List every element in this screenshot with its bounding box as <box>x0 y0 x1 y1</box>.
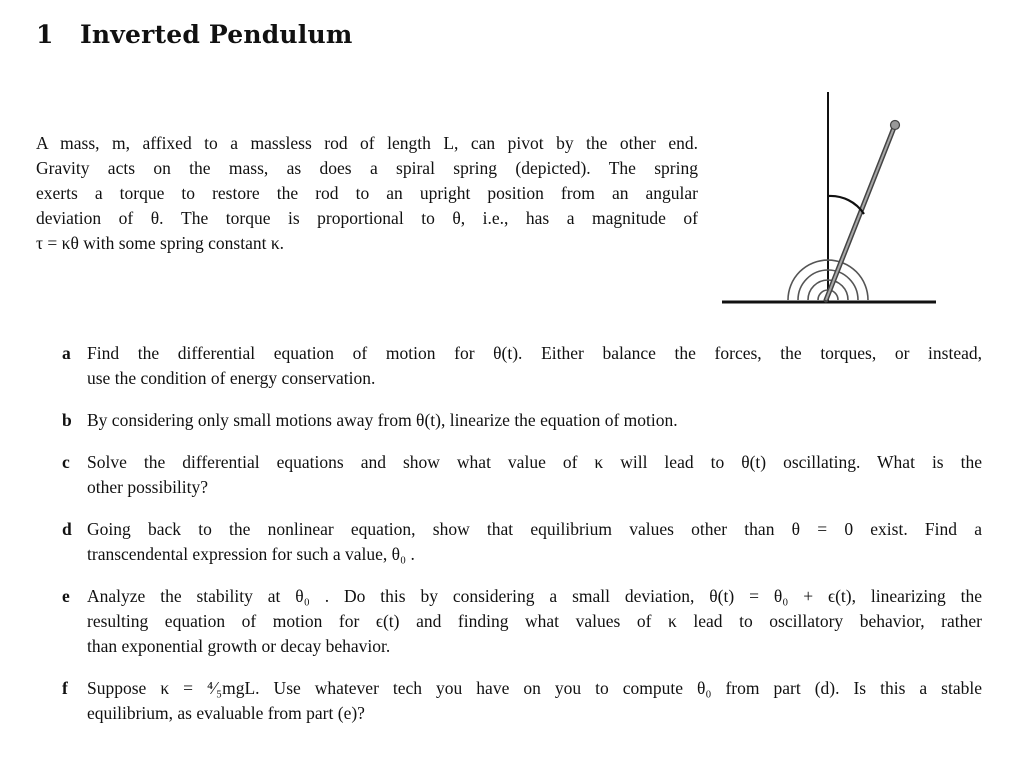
part-label: b <box>62 410 72 430</box>
part-d <box>62 517 982 567</box>
part-line: other possibility? <box>87 477 209 497</box>
part-line: Going back to the nonlinear equation, show that equilibrium values other than θ = 0 exist. Find a <box>87 519 982 539</box>
part-b <box>62 408 982 433</box>
part-label: d <box>62 519 72 539</box>
part-label: a <box>62 343 71 363</box>
section-heading <box>36 20 353 49</box>
part-f <box>62 676 982 726</box>
part-line: than exponential growth or decay behavior. <box>87 636 391 656</box>
part-e <box>62 584 982 659</box>
part-line: Suppose κ = ⁴⁄₅mgL. Use whatever tech you have on you to compute θ₀ from part (d). Is this a stable <box>87 678 982 698</box>
part-label: c <box>62 452 70 472</box>
section-number: 1 <box>36 20 54 49</box>
part-line: equilibrium, as evaluable from part (e)? <box>87 703 365 723</box>
part-a <box>62 341 982 391</box>
intro-line: exerts a torque to restore the rod to an upright position from an angular <box>36 183 698 203</box>
part-line: Find the differential equation of motion for θ(t). Either balance the forces, the torques, or instead, <box>87 343 982 363</box>
section-title: Inverted Pendulum <box>80 20 353 49</box>
intro-line: deviation of θ. The torque is proportional to θ, i.e., has a magnitude of <box>36 208 698 228</box>
pendulum-figure <box>716 88 942 310</box>
intro-line: τ = κθ with some spring constant κ. <box>36 233 285 253</box>
intro-paragraph <box>36 131 698 256</box>
part-line: Analyze the stability at θ₀ . Do this by considering a small deviation, θ(t) = θ₀ + ϵ(t), linearizing the <box>87 586 982 606</box>
part-c <box>62 450 982 500</box>
part-label: e <box>62 586 70 606</box>
part-line: resulting equation of motion for ϵ(t) and finding what values of κ lead to oscillatory behavior, rather <box>87 611 982 631</box>
problem-parts <box>62 341 982 743</box>
part-line: transcendental expression for such a value, θ₀ . <box>87 544 415 564</box>
part-line: Solve the differential equations and show what value of κ will lead to θ(t) oscillating. What is the <box>87 452 982 472</box>
part-line: By considering only small motions away from θ(t), linearize the equation of motion. <box>87 410 678 430</box>
part-label: f <box>62 678 68 698</box>
part-line: use the condition of energy conservation. <box>87 368 376 388</box>
intro-line: Gravity acts on the mass, as does a spiral spring (depicted). The spring <box>36 158 698 178</box>
pendulum-mass <box>891 121 900 130</box>
intro-line: A mass, m, affixed to a massless rod of length L, can pivot by the other end. <box>36 133 698 153</box>
